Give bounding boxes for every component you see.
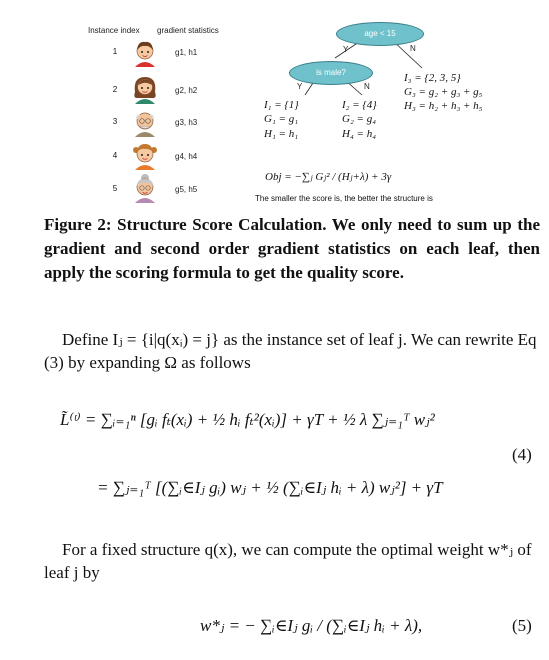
gradient-stats-2: g2, h2 [175,86,198,95]
child-no-label: N [364,82,370,91]
leaf3-gradient-sum: G₃ = g₂ + g₃ + g₅ [404,86,483,98]
instance-index-header: Instance index [88,26,140,35]
root-yes-label: Y [343,45,349,54]
instance-index-2: 2 [112,85,118,94]
instance-index-1: 1 [112,47,118,56]
equation-4-line-1: L̃⁽ᵗ⁾ = ∑ᵢ₌₁ⁿ [gᵢ fₜ(xᵢ) + ½ hᵢ fₜ²(xᵢ)] + γT + ½ λ ∑ⱼ₌₁ᵀ wⱼ² [60,410,435,429]
equation-4-number: (4) [512,445,532,464]
child-yes-label: Y [297,82,303,91]
equation-5-number: (5) [512,616,532,635]
woman-person-icon [131,74,159,104]
instance-index-4: 4 [112,151,118,160]
equation-4-line-2: = ∑ⱼ₌₁ᵀ [(∑ᵢ∈Iⱼ gᵢ) wⱼ + ½ (∑ᵢ∈Iⱼ hᵢ + λ) wⱼ²] + γT [97,478,443,497]
leaf3-instance-set: I₃ = {2, 3, 5} [404,72,461,84]
leaf2-instance-set: I₂ = {4} [342,99,377,111]
leaf1-gradient-sum: G₁ = g₁ [264,113,299,125]
gradient-stats-1: g1, h1 [175,48,198,57]
child-decision-node: is male? [289,61,373,85]
grandmother-person-icon [131,173,159,203]
leaf1-instance-set: I₁ = {1} [264,99,299,111]
paragraph-optimal-weight: For a fixed structure q(x), we can compute the optimal weight w*ⱼ of leaf j by [44,540,532,582]
score-note: The smaller the score is, the better the structure is [255,194,433,203]
boy-person-icon [132,39,158,67]
gradient-stats-5: g5, h5 [175,185,198,194]
root-no-label: N [410,44,416,53]
leaf1-hessian-sum: H₁ = h₁ [264,128,299,140]
leaf2-hessian-sum: H₄ = h₄ [342,128,377,140]
gradient-statistics-header: gradient statistics [157,26,219,35]
equation-5: w*ⱼ = − ∑ᵢ∈Iⱼ gᵢ / (∑ᵢ∈Iⱼ hᵢ + λ), [200,616,423,635]
figure-caption: Figure 2: Structure Score Calculation. We only need to sum up the gradient and second order gradient statistics on each leaf, then apply the scoring formula to get the quality score. [44,215,540,282]
root-decision-node: age < 15 [336,22,424,46]
girl-person-icon [131,140,159,170]
gradient-stats-3: g3, h3 [175,118,198,127]
instance-index-3: 3 [112,117,118,126]
gradient-stats-4: g4, h4 [175,152,198,161]
paragraph-define-instance-set: Define Iⱼ = {i|q(xᵢ) = j} as the instance set of leaf j. We can rewrite Eq (3) by expanding Ω as follows [44,330,537,372]
instance-index-5: 5 [112,184,118,193]
leaf2-gradient-sum: G₂ = g₄ [342,113,377,125]
grandfather-person-icon [131,107,159,137]
leaf3-hessian-sum: H₃ = h₂ + h₃ + h₅ [404,100,483,112]
objective-formula: Obj = −∑ⱼ Gⱼ² / (Hⱼ+λ) + 3γ [265,171,392,183]
